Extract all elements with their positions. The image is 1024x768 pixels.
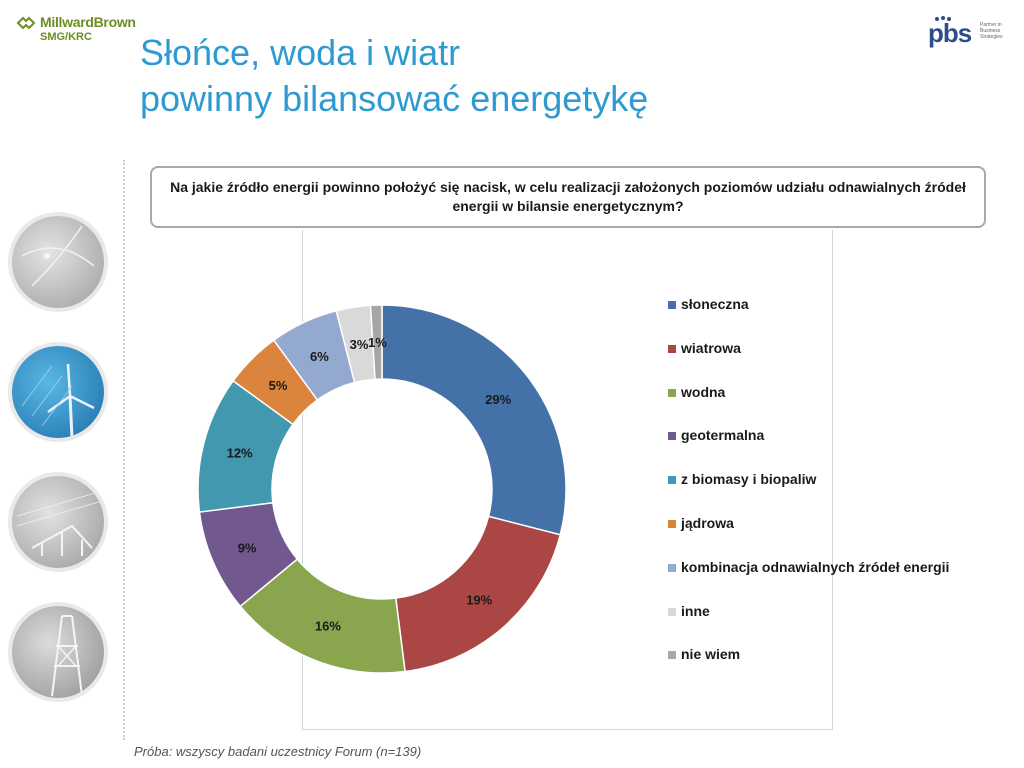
slice-label: 16%: [314, 618, 341, 634]
legend-swatch: [668, 345, 676, 353]
slice-słoneczna: [382, 305, 566, 535]
legend-label: geotermalna: [681, 427, 765, 444]
legend-swatch: [668, 651, 676, 659]
legend-swatch: [668, 520, 676, 528]
slice-label: 29%: [485, 391, 512, 407]
slice-label: 19%: [466, 592, 493, 608]
legend-item: [668, 515, 949, 559]
brand-sub: SMG/KRC: [40, 31, 92, 43]
pbs-tagline: Partner in Business Strategies: [980, 22, 1003, 40]
legend-swatch: [668, 564, 676, 572]
legend-item: [668, 340, 949, 384]
slice-label: 3%: [349, 336, 369, 352]
title-line-2: powinny bilansować energetykę: [140, 78, 649, 119]
pbs-wordmark: pbs: [928, 18, 972, 48]
legend-item: [668, 471, 949, 515]
legend-item: [668, 646, 949, 690]
legend-label: wodna: [681, 383, 726, 400]
legend-label: nie wiem: [681, 646, 741, 663]
legend-label: kombinacja odnawialnych źródeł energii: [681, 558, 950, 575]
legend-label: słoneczna: [681, 296, 749, 312]
slice-label: 12%: [226, 445, 253, 461]
slice-label: 9%: [237, 540, 257, 556]
legend-swatch: [668, 608, 676, 616]
slice-label: 1%: [367, 335, 387, 351]
slice-label: 6%: [310, 348, 329, 364]
legend-label: wiatrowa: [681, 339, 741, 356]
legend-swatch: [668, 476, 676, 484]
chart-slices: [198, 305, 566, 673]
brand-main: MillwardBrown: [40, 14, 136, 30]
legend-item: [668, 427, 949, 471]
legend-swatch: [668, 432, 676, 440]
chart-legend: [668, 296, 949, 690]
legend-label: z biomasy i biopaliw: [681, 471, 817, 488]
legend-item: [668, 296, 949, 340]
legend-item: [668, 603, 949, 647]
title-line-1: Słońce, woda i wiatr: [140, 32, 461, 73]
legend-label: inne: [681, 602, 710, 619]
legend-item: [668, 559, 949, 603]
legend-item: [668, 384, 949, 428]
legend-swatch: [668, 301, 676, 309]
slice-label: 5%: [268, 378, 288, 394]
sample-footnote: Próba: wszyscy badani uczestnicy Forum (n=139): [134, 744, 422, 759]
question-text: Na jakie źródło energii powinno położyć się nacisk, w celu realizacji założonych poziomów udziału odnawialnych źródeł energii w bilansie energetycznym?: [170, 179, 966, 214]
legend-swatch: [668, 389, 676, 397]
legend-label: jądrowa: [681, 514, 734, 531]
